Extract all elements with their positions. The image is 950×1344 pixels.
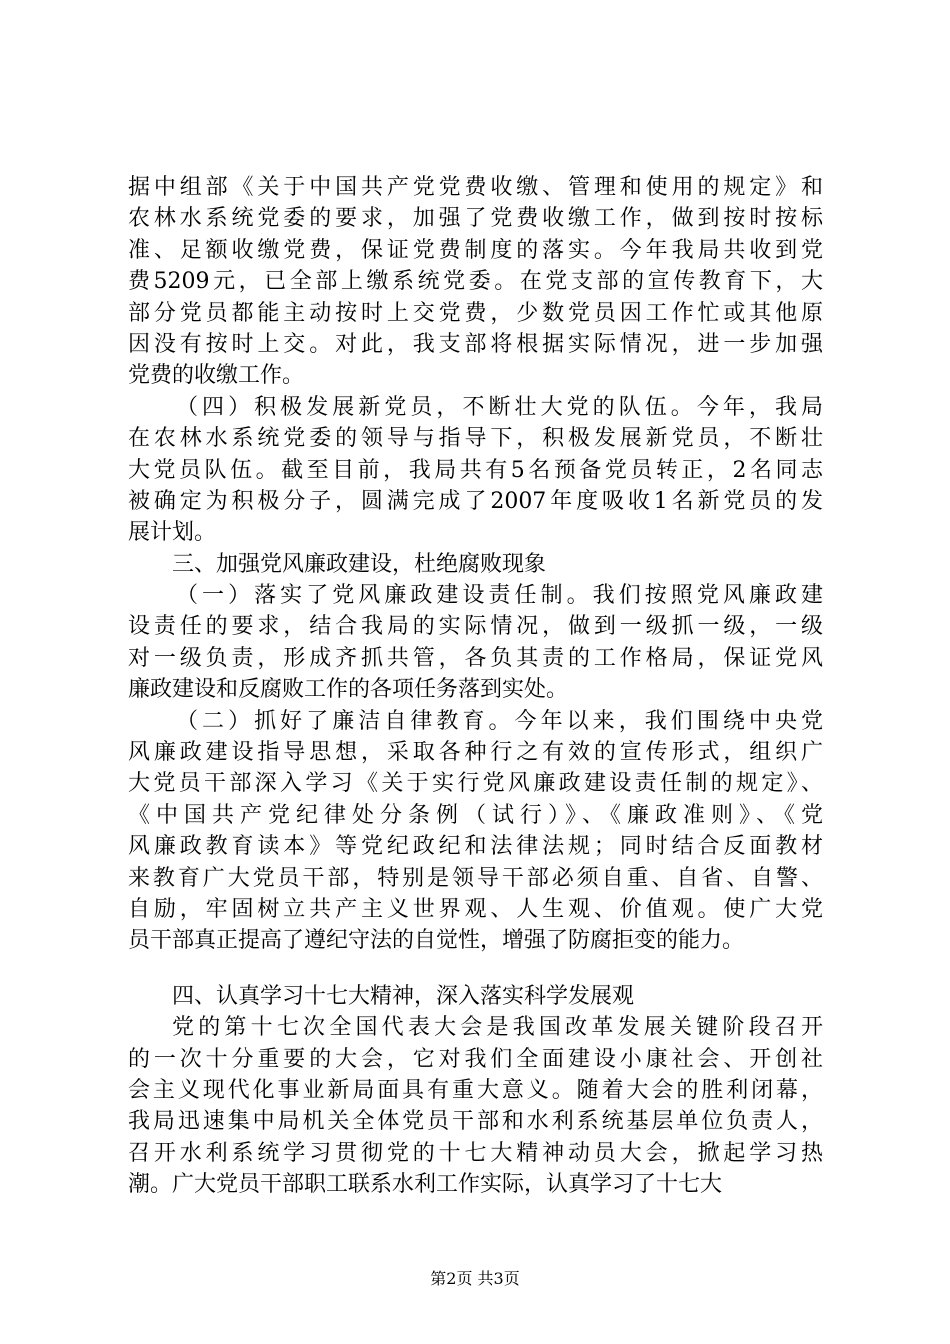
text-line: 费5209元，已全部上缴系统党委。在党支部的宣传教育下，大 [128, 269, 823, 295]
text-line: 在农林水系统党委的领导与指导下，积极发展新党员，不断壮 [128, 426, 823, 452]
text-line: 召开水利系统学习贯彻党的十七大精神动员大会，掀起学习热 [128, 1140, 823, 1166]
text-line: 对一级负责，形成齐抓共管，各负其责的工作格局，保证党风 [128, 645, 823, 671]
text-line: 风廉政教育读本》等党纪政纪和法律法规；同时结合反面教材 [128, 834, 823, 860]
text-line: 大党员干部深入学习《关于实行党风廉政建设责任制的规定》、 [128, 771, 823, 797]
text-line: 党的第十七次全国代表大会是我国改革发展关键阶段召开 [172, 1015, 823, 1041]
paragraph-p5-education [128, 706, 823, 957]
text-line: 的一次十分重要的大会，它对我们全面建设小康社会、开创社 [128, 1046, 823, 1072]
text-line: 因没有按时上交。对此，我支部将根据实际情况，进一步加强 [128, 331, 823, 357]
text-line: （一）落实了党风廉政建设责任制。我们按照党风廉政建 [176, 583, 823, 609]
paragraph-p3-heading [128, 549, 823, 580]
text-line: 部分党员都能主动按时上交党费，少数党员因工作忙或其他原 [128, 300, 823, 326]
section-gap [128, 957, 823, 981]
text-line: 大党员队伍。截至目前，我局共有5名预备党员转正，2名同志 [128, 457, 823, 483]
paragraph-p1-fees [128, 172, 823, 392]
text-line: 会主义现代化事业新局面具有重大意义。随着大会的胜利闭幕， [128, 1077, 823, 1103]
text-line: （二）抓好了廉洁自律教育。今年以来，我们围绕中央党 [176, 708, 823, 734]
text-line: 党费的收缴工作。 [128, 363, 305, 389]
text-line: 准、足额收缴党费，保证党费制度的落实。今年我局共收到党 [128, 237, 823, 263]
text-line: 四、认真学习十七大精神，深入落实科学发展观 [172, 983, 635, 1009]
document-body [128, 172, 823, 1201]
paragraph-p6-heading [128, 981, 823, 1012]
text-line: 员干部真正提高了遵纪守法的自觉性，增强了防腐拒变的能力。 [128, 928, 745, 954]
text-line: 展计划。 [128, 520, 217, 546]
paragraph-p2-new-members [128, 392, 823, 549]
text-line: 来教育广大党员干部，特别是领导干部必须自重、自省、自警、 [128, 865, 823, 891]
paragraph-p7-congress [128, 1012, 823, 1200]
text-line: 廉政建设和反腐败工作的各项任务落到实处。 [128, 677, 569, 703]
page-footer: 第2页 共3页 [430, 1269, 520, 1288]
text-line: 设责任的要求，结合我局的实际情况，做到一级抓一级，一级 [128, 614, 823, 640]
text-line: 自励，牢固树立共产主义世界观、人生观、价值观。使广大党 [128, 896, 823, 922]
text-line: 风廉政建设指导思想，采取各种行之有效的宣传形式，组织广 [128, 740, 823, 766]
paragraph-p4-responsibility [128, 580, 823, 706]
text-line: 据中组部《关于中国共产党党费收缴、管理和使用的规定》和 [128, 175, 823, 200]
text-line: 三、加强党风廉政建设，杜绝腐败现象 [172, 551, 547, 577]
text-line: 农林水系统党委的要求，加强了党费收缴工作，做到按时按标 [128, 206, 823, 232]
text-line: 潮。广大党员干部职工联系水利工作实际，认真学习了十七大 [128, 1172, 723, 1198]
text-line: （四）积极发展新党员，不断壮大党的队伍。今年，我局 [176, 394, 823, 420]
text-line: 被确定为积极分子，圆满完成了2007年度吸收1名新党员的发 [128, 488, 823, 514]
text-line: 我局迅速集中局机关全体党员干部和水利系统基层单位负责人， [128, 1109, 823, 1135]
text-line: 《中国共产党纪律处分条例（试行）》、《廉政准则》、《党 [128, 802, 823, 828]
